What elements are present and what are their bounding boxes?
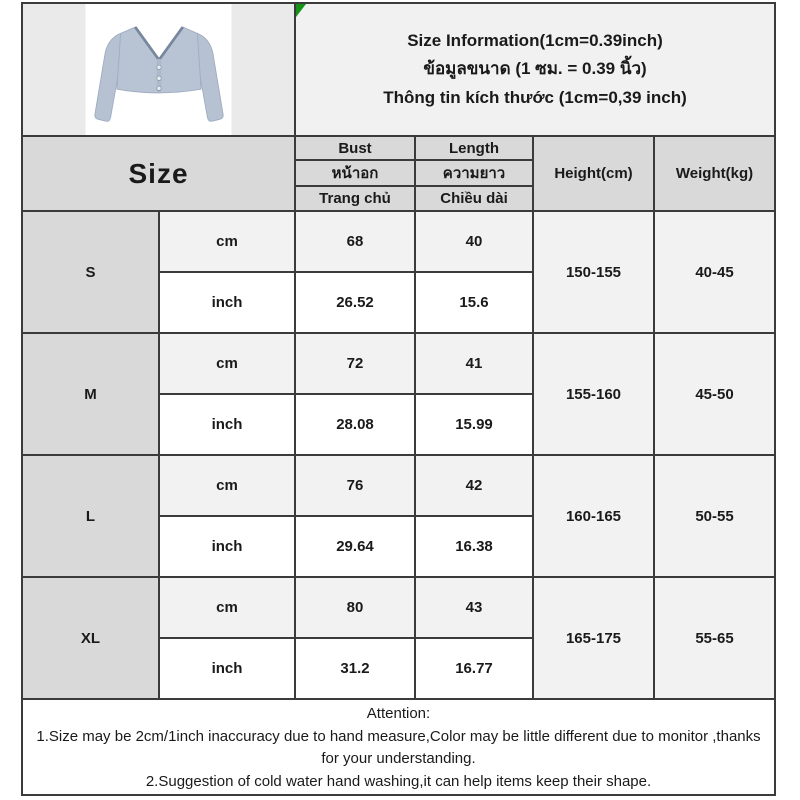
bust-header-th: หน้าอก	[295, 160, 415, 186]
s-bust-inch: 26.52	[295, 272, 415, 333]
size-chart-table	[21, 2, 776, 796]
unit-label-cm: cm	[159, 577, 295, 638]
unit-label-inch: inch	[159, 272, 295, 333]
l-bust-cm: 76	[295, 455, 415, 516]
table-row-l-cm	[22, 455, 775, 516]
attention-heading: Attention:	[366, 705, 431, 722]
height-column-header: Height(cm)	[533, 136, 654, 211]
title-line-en: Size Information(1cm=0.39inch)	[407, 31, 663, 51]
m-length-cm: 41	[415, 333, 533, 394]
xl-weight-range: 55-65	[654, 577, 775, 699]
unit-label-cm: cm	[159, 333, 295, 394]
length-header-vi: Chiều dài	[415, 186, 533, 211]
l-bust-inch: 29.64	[295, 516, 415, 577]
l-weight-range: 50-55	[654, 455, 775, 577]
size-chart-sheet	[21, 2, 776, 796]
xl-length-inch: 16.77	[415, 638, 533, 699]
title-line-vi: Thông tin kích thước (1cm=0,39 inch)	[383, 87, 687, 107]
l-length-inch: 16.38	[415, 516, 533, 577]
xl-length-cm: 43	[415, 577, 533, 638]
bust-header-vi: Trang chủ	[295, 186, 415, 211]
attention-line-2: 2.Suggestion of cold water hand washing,it can help items keep their shape.	[145, 772, 652, 790]
size-label-m: M	[22, 333, 159, 455]
m-bust-cm: 72	[295, 333, 415, 394]
unit-label-cm: cm	[159, 211, 295, 272]
s-length-inch: 15.6	[415, 272, 533, 333]
size-label-l: L	[22, 455, 159, 577]
l-length-cm: 42	[415, 455, 533, 516]
size-column-header: Size	[22, 136, 295, 211]
xl-bust-cm: 80	[295, 577, 415, 638]
s-length-cm: 40	[415, 211, 533, 272]
m-length-inch: 15.99	[415, 394, 533, 455]
title-row	[22, 3, 775, 136]
table-row-s-cm	[22, 211, 775, 272]
s-bust-cm: 68	[295, 211, 415, 272]
table-row-xl-cm	[22, 577, 775, 638]
product-image-cell	[22, 3, 295, 136]
length-header-th: ความยาว	[415, 160, 533, 186]
l-height-range: 160-165	[533, 455, 654, 577]
unit-label-cm: cm	[159, 455, 295, 516]
unit-label-inch: inch	[159, 638, 295, 699]
unit-label-inch: inch	[159, 516, 295, 577]
size-label-s: S	[22, 211, 159, 333]
cardigan-product-image	[52, 6, 266, 134]
m-bust-inch: 28.08	[295, 394, 415, 455]
green-corner-marker-icon	[296, 4, 308, 18]
xl-height-range: 165-175	[533, 577, 654, 699]
weight-column-header: Weight(kg)	[654, 136, 775, 211]
xl-bust-inch: 31.2	[295, 638, 415, 699]
s-weight-range: 40-45	[654, 211, 775, 333]
title-line-th: ข้อมูลขนาด (1 ซม. = 0.39 นิ้ว)	[423, 59, 647, 79]
attention-line-1: 1.Size may be 2cm/1inch inaccuracy due to hand measure,Color may be little different due to monitor ,thanks for your understanding.	[36, 727, 761, 767]
bust-header-en: Bust	[295, 136, 415, 160]
size-information-title-cell	[295, 3, 775, 136]
size-label-xl: XL	[22, 577, 159, 699]
table-row-m-cm	[22, 333, 775, 394]
attention-note-cell	[22, 699, 775, 795]
length-header-en: Length	[415, 136, 533, 160]
m-height-range: 155-160	[533, 333, 654, 455]
s-height-range: 150-155	[533, 211, 654, 333]
m-weight-range: 45-50	[654, 333, 775, 455]
header-row-en	[22, 136, 775, 160]
attention-row	[22, 699, 775, 795]
unit-label-inch: inch	[159, 394, 295, 455]
